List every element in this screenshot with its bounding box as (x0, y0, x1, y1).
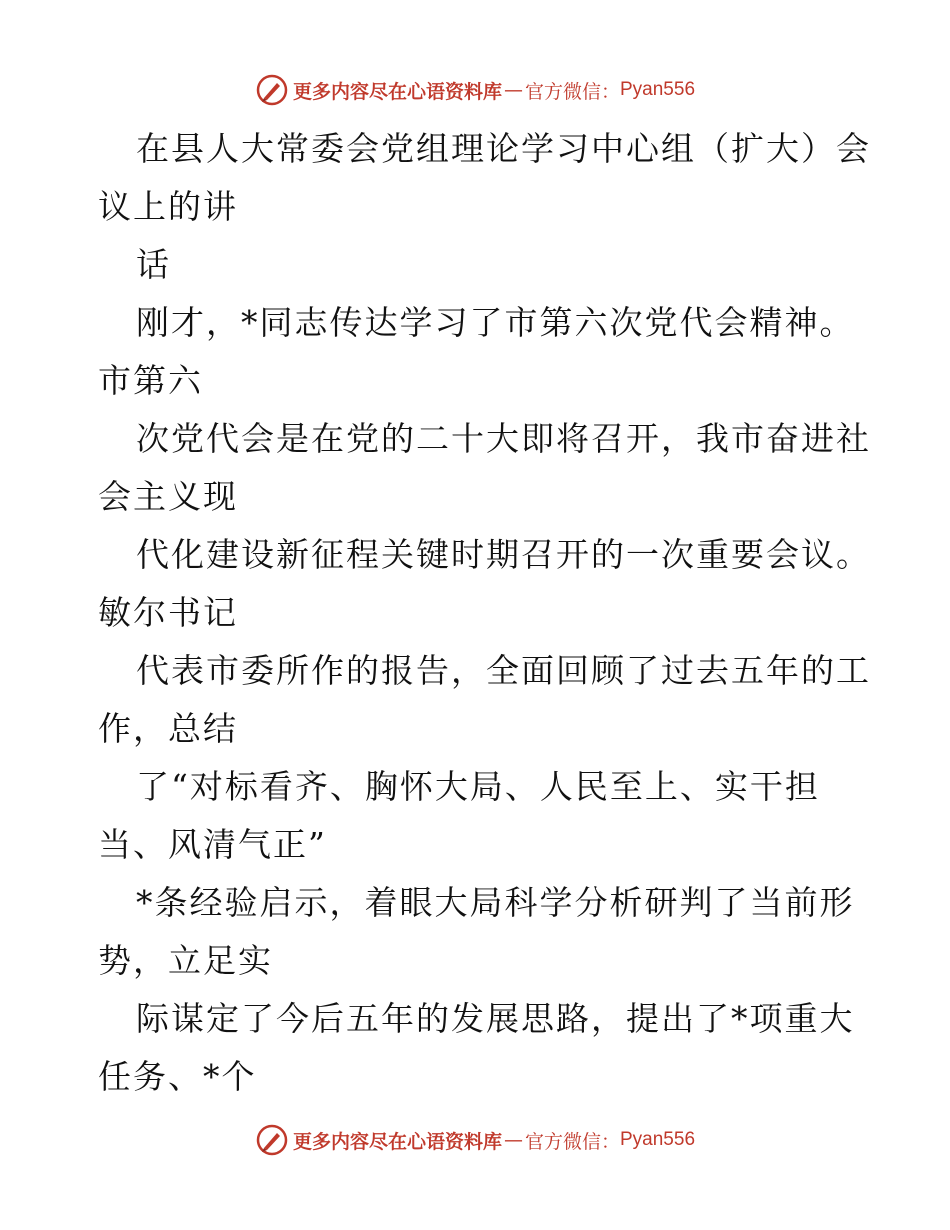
text-line: 在县人大常委会党组理论学习中心组（扩大）会 (136, 129, 871, 168)
text-line: 当、风清气正” (98, 825, 327, 864)
footer-watermark (0, 1120, 950, 1160)
watermark-dash: — (503, 1129, 523, 1151)
text-line: *条经验启示，着眼大局科学分析研判了当前形 (136, 883, 855, 922)
text-line: 议上的讲 (98, 187, 238, 226)
watermark-wechat-id: Pyan556 (620, 1129, 696, 1150)
text-line: 次党代会是在党的二十大即将召开，我市奋进社 (136, 419, 871, 458)
pen-logo-icon (255, 73, 289, 107)
text-line: 市第六 (98, 361, 203, 400)
text-line: 代表市委所作的报告，全面回顾了过去五年的工 (136, 651, 871, 690)
header-watermark (0, 70, 950, 110)
text-line: 际谋定了今后五年的发展思路，提出了*项重大 (136, 999, 855, 1038)
text-line: 话 (136, 245, 171, 284)
watermark-brand: 更多内容尽在心语资料库 (292, 1130, 502, 1153)
pen-logo-icon (255, 1123, 289, 1157)
text-line: 作，总结 (98, 709, 238, 748)
watermark-wechat-id: Pyan556 (620, 79, 696, 100)
text-line: 会主义现 (98, 477, 238, 516)
text-line: 刚才，*同志传达学习了市第六次党代会精神。 (136, 303, 855, 342)
document-body (98, 120, 871, 1106)
text-line: 势，立足实 (98, 941, 273, 980)
watermark-brand: 更多内容尽在心语资料库 (292, 80, 502, 103)
watermark-label: 官方微信： (524, 1130, 620, 1153)
watermark-dash: — (503, 79, 523, 101)
text-line: 代化建设新征程关键时期召开的一次重要会议。 (136, 535, 871, 574)
text-line: 了“对标看齐、胸怀大局、人民至上、实干担 (136, 767, 820, 806)
watermark-label: 官方微信： (524, 80, 620, 103)
text-line: 任务、*个 (98, 1057, 257, 1096)
text-line: 敏尔书记 (98, 593, 238, 632)
